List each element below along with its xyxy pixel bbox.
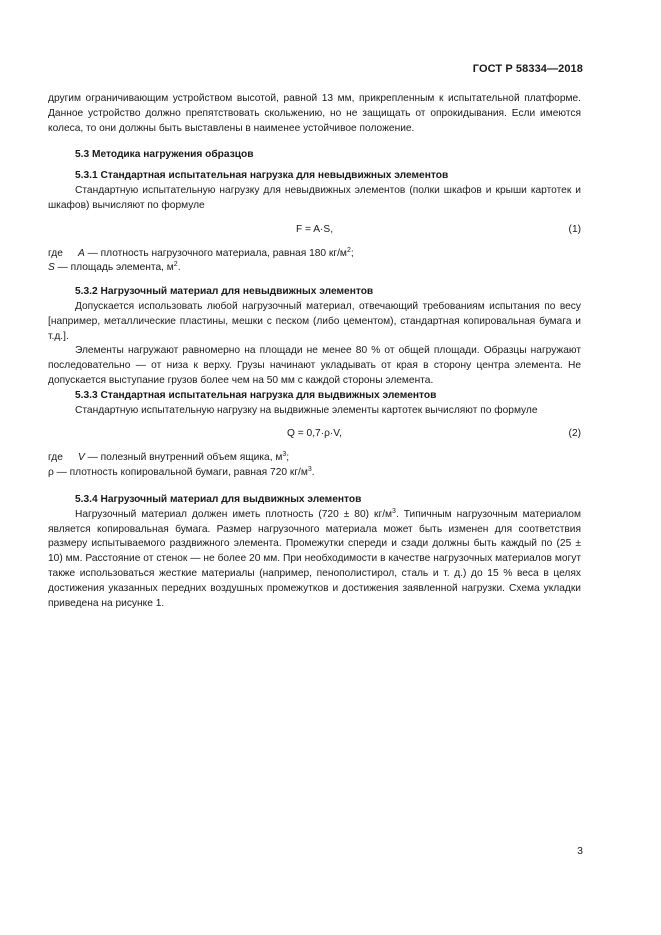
legend-s: S — площадь элемента, $м^2$. bbox=[48, 261, 181, 274]
legend-rho: ρ — плотность копировальной бумаги, равная 720 $кг/м^3$. bbox=[48, 466, 315, 479]
legend-v: V — полезный внутренний объем ящика, $м^3$; bbox=[78, 451, 290, 464]
legend-a: A — плотность нагрузочного материала, равная 180 $кг/м^2$; bbox=[78, 246, 354, 259]
formula-2-number: (2) bbox=[568, 428, 581, 440]
formula-1-expression: F = A·S, bbox=[295, 223, 334, 235]
section-heading-5-3-2: 5.3.2 Нагрузочный материал для невыдвижных элементов bbox=[75, 286, 374, 298]
section-heading-5-3: 5.3 Методика нагружения образцов bbox=[75, 149, 254, 161]
formula-2-legend-row-v bbox=[48, 451, 581, 466]
document-code-header: ГОСТ Р 58334—2018 bbox=[472, 63, 583, 75]
section-heading-5-3-1: 5.3.1 Стандартная испытательная нагрузка для невыдвижных элементов bbox=[75, 170, 449, 182]
paragraph-5-3-3: Стандартную испытательную нагрузку на выдвижные элементы картотек вычисляют по формуле bbox=[75, 404, 538, 416]
page-number: 3 bbox=[577, 845, 583, 857]
where-label: где bbox=[48, 247, 63, 259]
formula-2-expression: Q = 0,7·ρ·V, bbox=[287, 428, 342, 440]
formula-1-legend-row-a bbox=[48, 247, 581, 262]
formula-1-number: (1) bbox=[568, 223, 581, 235]
formula-1-legend-row-s bbox=[48, 261, 581, 276]
document-body bbox=[48, 92, 581, 611]
section-heading-5-3-3: 5.3.3 Стандартная испытательная нагрузка для выдвижных элементов bbox=[75, 389, 437, 401]
where-label-2: где bbox=[48, 452, 63, 464]
formula-2-legend-row-rho bbox=[48, 466, 581, 481]
formula-1 bbox=[48, 223, 581, 238]
paragraph-5-3-2-a: Допускается использовать любой нагрузочный материал, отвечающий требованиям испытания по весу [например, металлические пластины, мешки с песком (либо цементом), стандартная копировальная бумага и т.д.]. bbox=[48, 300, 581, 342]
paragraph-5-3-1: Стандартную испытательную нагрузку для невыдвижных элементов (полки шкафов и крыши картотек и шкафов) вычисляют по формуле bbox=[48, 184, 581, 211]
formula-2 bbox=[48, 427, 581, 442]
intro-paragraph: другим ограничивающим устройством высотой, равной 13 мм, прикрепленным к испытательной платформе. Данное устройство должно препятствовать скольжению, но не защищать от опрокидывания. Если имеются колеса, то они должны быть выставлены в наименее устойчивое положение. bbox=[48, 93, 581, 134]
paragraph-5-3-2-b: Элементы нагружают равномерно на площади не менее 80 % от общей площади. Образцы нагружают последовательно — от низа к верху. Грузы начинают укладывать от края в сторону центра элемента. Не допускается выступание грузов более чем на 50 мм с каждой стороны элемента. bbox=[48, 345, 581, 386]
section-heading-5-3-4: 5.3.4 Нагрузочный материал для выдвижных элементов bbox=[75, 493, 362, 505]
paragraph-5-3-4: Нагрузочный материал должен иметь плотность (720 ± 80) $кг/м^3$. Типичным нагрузочным материалом является копировальная бумага. Размер нагрузочного материала может быть изменен для соответствия размеру испытываемого раздвижного элемента. Промежутки спереди и сзади должны быть каждый по (25 ± 10) мм. Расстояние от стенок — не более 20 мм. При необходимости в качестве нагрузочных материалов могут также использоваться жесткие материалы (например, пенополистирол, сталь и т. д.) до 15 % веса в целях достижения указанных передних воздушных промежутков и достижения заявленной нагрузки. Схема укладки приведена на рисунке 1. bbox=[48, 507, 581, 609]
